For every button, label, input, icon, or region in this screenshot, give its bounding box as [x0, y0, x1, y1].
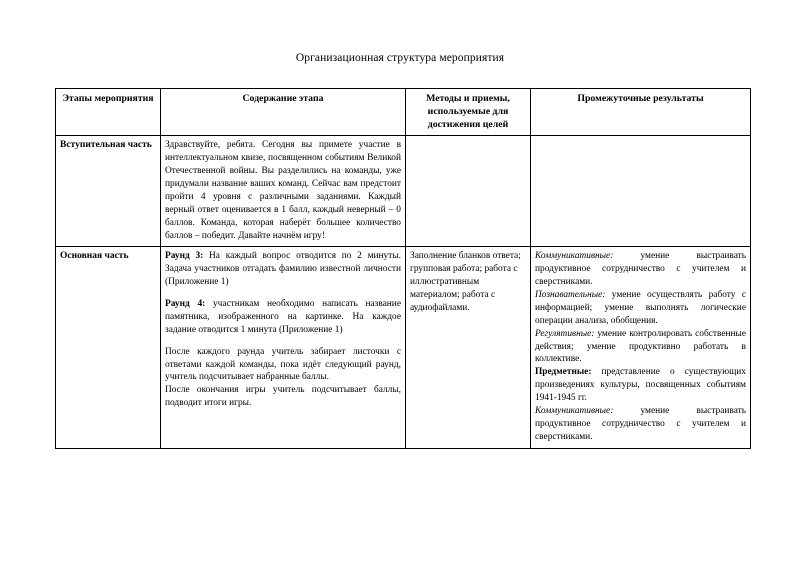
- table-row: [56, 136, 751, 247]
- round-4-text: участникам необходимо написать название памятника, изображенного на картинке. На каждое задание отводится 1 минута (Приложение 1): [165, 299, 401, 335]
- table-body: [56, 136, 751, 448]
- organizational-structure-table: [55, 88, 751, 449]
- result-subject-text: представление о существующих произведениях культуры, посвященных событиям 1941-1945 гг.: [535, 367, 746, 404]
- after-game-paragraph: После окончания игры учитель подсчитывает баллы, подводит итоги игры.: [165, 385, 401, 409]
- round-4-paragraph: [165, 298, 401, 337]
- result-subject: [535, 366, 746, 405]
- stage-results-intro: [531, 136, 751, 247]
- table-header-row: [56, 88, 751, 136]
- round-3-text: На каждый вопрос отводится по 2 минуты. Задача участников отгадать фамилию известной личности (Приложение 1): [165, 251, 401, 288]
- column-header-results: Промежуточные результаты: [531, 88, 751, 136]
- result-subject-lead: Предметные:: [535, 367, 592, 378]
- round-4-lead: Раунд 4:: [165, 299, 206, 310]
- result-communicative-1-text: умение выстраивать продуктивное сотрудничество с учителем и сверстниками.: [535, 251, 746, 288]
- stage-methods-main: Заполнение бланков ответа; групповая работа; работа с иллюстративным материалом; работа с аудиофайлами.: [406, 247, 531, 448]
- table-row: [56, 247, 751, 448]
- result-communicative-2-lead: Коммуникативные:: [535, 405, 614, 416]
- result-communicative-1-lead: Коммуникативные:: [535, 251, 614, 262]
- round-3-lead: Раунд 3:: [165, 251, 204, 262]
- round-3-paragraph: [165, 250, 401, 289]
- stage-results-main: [531, 247, 751, 448]
- stage-content-main: [161, 247, 406, 448]
- stage-label-intro: Вступительная часть: [56, 136, 161, 247]
- result-regulative-lead: Регулятивные:: [535, 328, 595, 339]
- result-communicative-1: [535, 250, 746, 289]
- result-cognitive-lead: Познавательные:: [535, 290, 606, 301]
- stage-methods-intro: [406, 136, 531, 247]
- result-cognitive: [535, 289, 746, 328]
- intro-paragraph: Здравствуйте, ребята. Сегодня вы примете участие в интеллектуальном квизе, посвященном событиям Великой Отечественной войны. Вы разделились на команды, уже придумали название ваших команд. Сейчас вам предстоит пройти 4 уровня с различными заданиями. Каждый верный ответ оценивается в 1 балл, каждый неверный – 0 баллов. Команда, которая наберёт большее количество баллов – победит. Давайте начнём игру!: [165, 140, 401, 241]
- stage-content-intro: [161, 136, 406, 247]
- result-cognitive-text: умение осуществлять работу с информацией; умение выполнять логические операции анализа, обобщения.: [535, 290, 746, 326]
- after-round-paragraph: После каждого раунда учитель забирает листочки с ответами каждой команды, пока идёт следующий раунд, учитель подсчитывает набранные баллы.: [165, 346, 401, 383]
- result-regulative: [535, 328, 746, 367]
- column-header-stages: Этапы мероприятия: [56, 88, 161, 136]
- result-regulative-text: умение контролировать собственные действия; умение продуктивно работать в коллективе.: [535, 328, 746, 365]
- result-communicative-2: [535, 405, 746, 444]
- stage-label-main: Основная часть: [56, 247, 161, 448]
- result-communicative-2-text: умение выстраивать продуктивное сотрудничество с учителем и сверстниками.: [535, 405, 746, 442]
- column-header-content: Содержание этапа: [161, 88, 406, 136]
- page-title: Организационная структура мероприятия: [295, 52, 505, 64]
- column-header-methods: Методы и приемы, используемые для достижения целей: [406, 88, 531, 136]
- table-header: [56, 88, 751, 136]
